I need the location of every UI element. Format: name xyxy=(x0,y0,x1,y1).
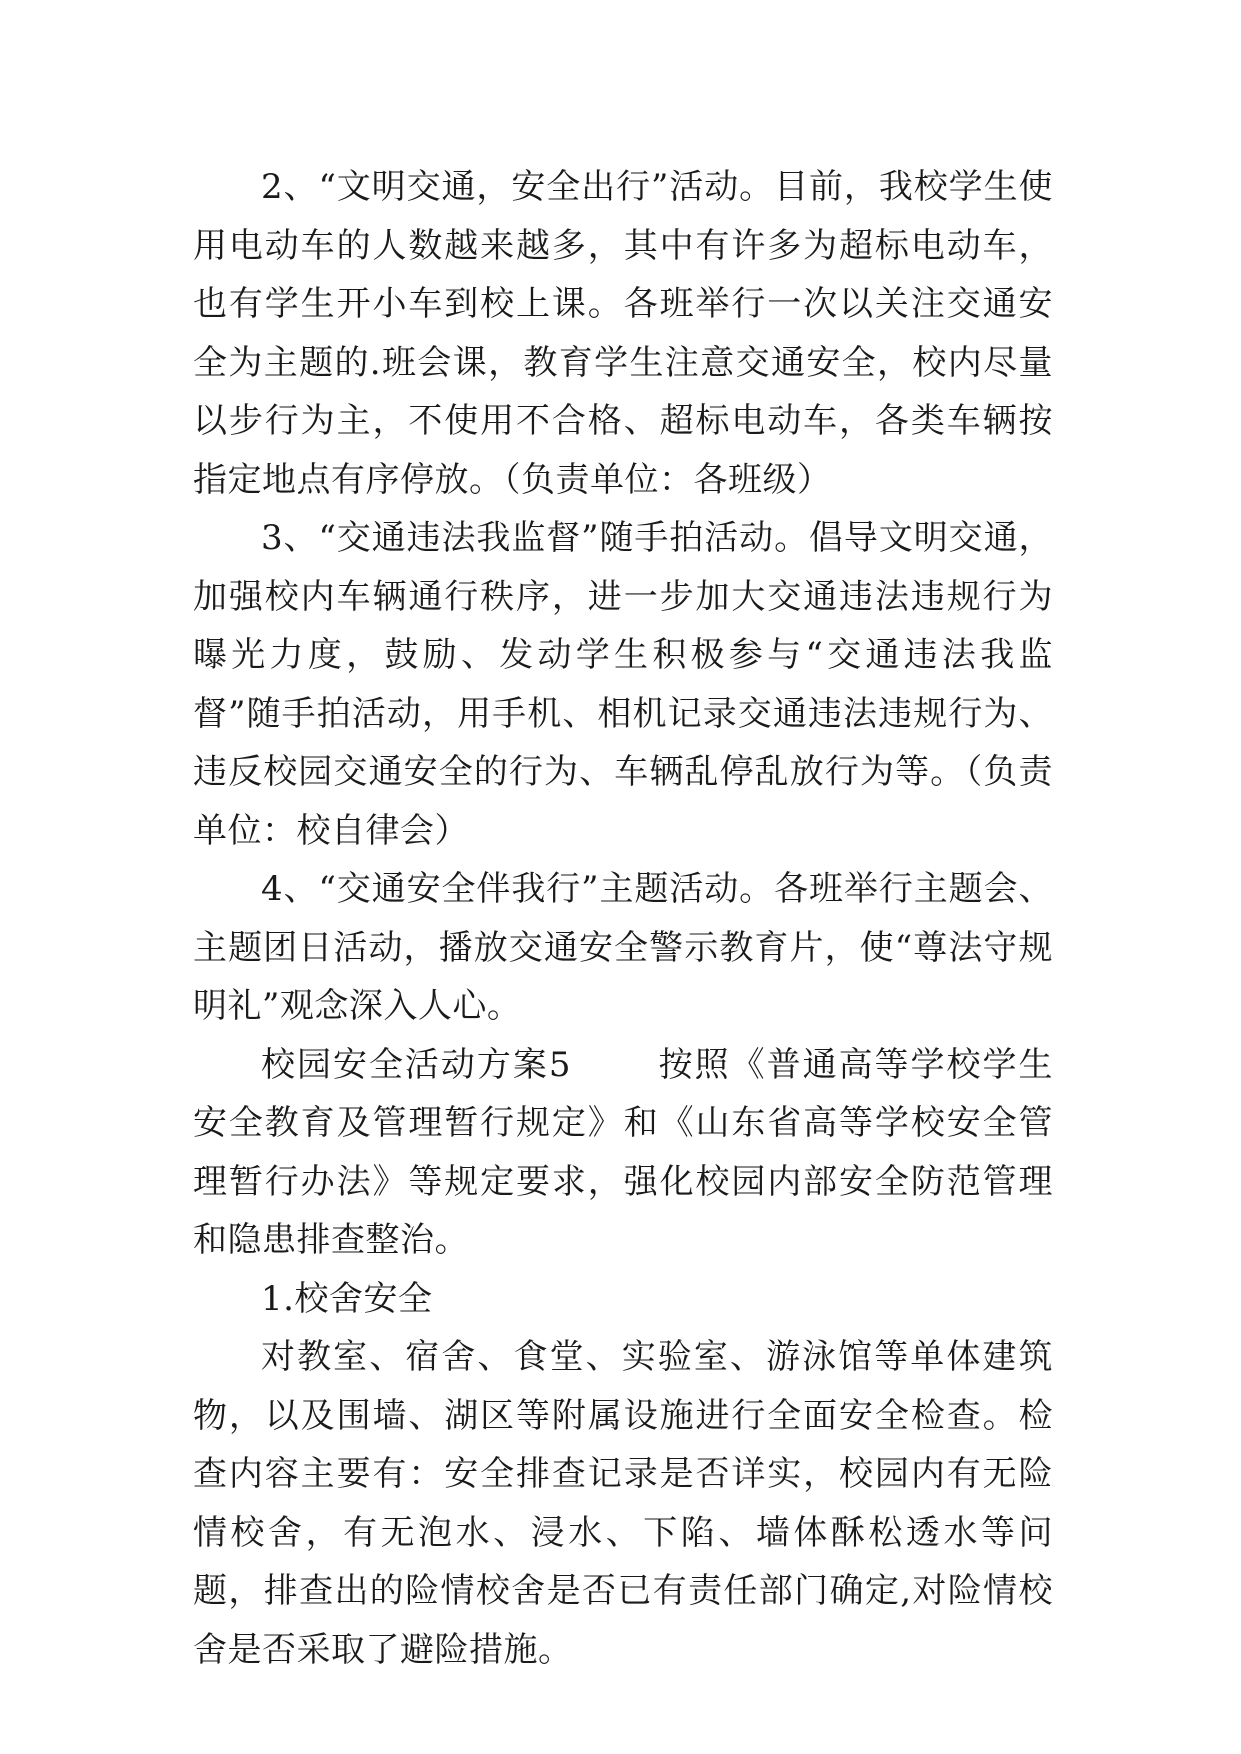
paragraph-activity-4: 4、“交通安全伴我行”主题活动。各班举行主题会、主题团日活动，播放交通安全警示教育片，使“尊法守规明礼”观念深入人心。 xyxy=(193,869,1053,1026)
paragraph-activity-3: 3、“交通违法我监督”随手拍活动。倡导文明交通，加强校内车辆通行秩序，进一步加大交通违法违规行为曝光力度，鼓励、发动学生积极参与“交通违法我监督”随手拍活动，用手机、相机记录交通违法违规行为、违反校园交通安全的行为、车辆乱停乱放行为等。（负责单位：校自律会） xyxy=(193,518,1053,851)
paragraph-building-safety: 对教室、宿舍、食堂、实验室、游泳馆等单体建筑物，以及围墙、湖区等附属设施进行全面安全检查。检查内容主要有：安全排查记录是否详实，校园内有无险情校舍，有无泡水、浸水、下陷、墙体酥松透水等问题，排查出的险情校舍是否已有责任部门确定,对险情校舍是否采取了避险措施。 xyxy=(193,1337,1053,1670)
paragraph-plan-5-intro: 校园安全活动方案5 按照《普通高等学校学生安全教育及管理暂行规定》和《山东省高等学校安全管理暂行办法》等规定要求，强化校园内部安全防范管理和隐患排查整治。 xyxy=(193,1044,1053,1260)
document-body xyxy=(193,158,1053,1679)
section-heading-building-safety: 1.校舍安全 xyxy=(261,1278,433,1319)
paragraph-activity-2: 2、“文明交通，安全出行”活动。目前，我校学生使用电动车的人数越来越多，其中有许多为超标电动车，也有学生开小车到校上课。各班举行一次以关注交通安全为主题的.班会课，教育学生注意交通安全，校内尽量以步行为主，不使用不合格、超标电动车，各类车辆按指定地点有序停放。（负责单位：各班级） xyxy=(193,167,1053,500)
